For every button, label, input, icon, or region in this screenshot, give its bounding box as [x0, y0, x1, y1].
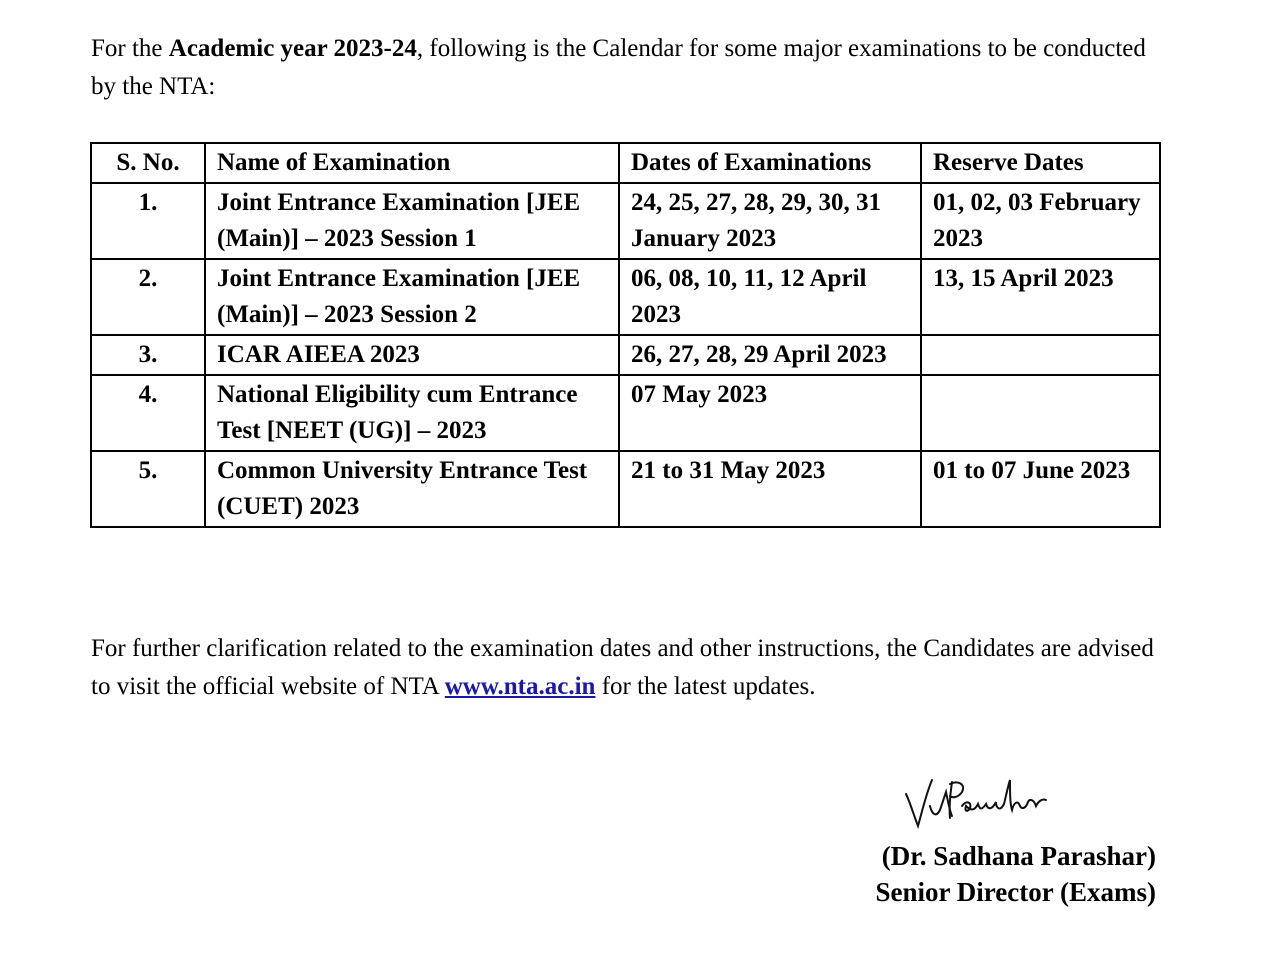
header-reserve-dates: Reserve Dates: [921, 143, 1160, 183]
footer-text-before: For further clarification related to the examination dates and other instructions, the Candidates are advised to visit the official website of NTA: [91, 635, 1154, 700]
row-sno: 3.: [91, 335, 205, 375]
intro-suffix: , following is the Calendar for some major examinations to be conducted by the NTA:: [91, 35, 1146, 100]
row-reserve-dates: 01 to 07 June 2023: [921, 451, 1160, 527]
footer-text-after: for the latest updates.: [595, 673, 816, 700]
row-exam-dates: 06, 08, 10, 11, 12 April 2023: [619, 259, 921, 335]
table-row: [91, 183, 1160, 259]
row-exam-dates: 07 May 2023: [619, 375, 921, 451]
table-header-row: [91, 143, 1160, 183]
table-row: [91, 259, 1160, 335]
intro-paragraph: [91, 30, 1166, 106]
table-row: [91, 451, 1160, 527]
row-reserve-dates: 01, 02, 03 February 2023: [921, 183, 1160, 259]
signatory-designation: Senior Director (Exams): [875, 877, 1156, 907]
exam-calendar-table: [90, 142, 1161, 528]
row-exam-name: Joint Entrance Examination [JEE (Main)] – 2023 Session 1: [205, 183, 619, 259]
row-sno: 5.: [91, 451, 205, 527]
row-exam-name: Common University Entrance Test (CUET) 2023: [205, 451, 619, 527]
row-reserve-dates: [921, 335, 1160, 375]
table-row: [91, 335, 1160, 375]
row-exam-dates: 21 to 31 May 2023: [619, 451, 921, 527]
header-exam-name: Name of Examination: [205, 143, 619, 183]
signatory-name: (Dr. Sadhana Parashar): [881, 841, 1156, 871]
row-reserve-dates: [921, 375, 1160, 451]
intro-prefix: For the: [91, 35, 169, 62]
signatory-block: [876, 838, 1156, 910]
row-sno: 4.: [91, 375, 205, 451]
row-sno: 1.: [91, 183, 205, 259]
header-sno: S. No.: [91, 143, 205, 183]
row-exam-dates: 26, 27, 28, 29 April 2023: [619, 335, 921, 375]
nta-website-link[interactable]: www.nta.ac.in: [444, 673, 596, 700]
row-exam-name: National Eligibility cum Entrance Test [NEET (UG)] – 2023: [205, 375, 619, 451]
header-exam-dates: Dates of Examinations: [619, 143, 921, 183]
row-exam-name: ICAR AIEEA 2023: [205, 335, 619, 375]
table-row: [91, 375, 1160, 451]
row-sno: 2.: [91, 259, 205, 335]
row-exam-name: Joint Entrance Examination [JEE (Main)] – 2023 Session 2: [205, 259, 619, 335]
row-reserve-dates: 13, 15 April 2023: [921, 259, 1160, 335]
academic-year: Academic year 2023-24: [168, 35, 417, 62]
row-exam-dates: 24, 25, 27, 28, 29, 30, 31 January 2023: [619, 183, 921, 259]
footer-paragraph: [91, 630, 1166, 706]
handwritten-signature: [900, 772, 1050, 836]
